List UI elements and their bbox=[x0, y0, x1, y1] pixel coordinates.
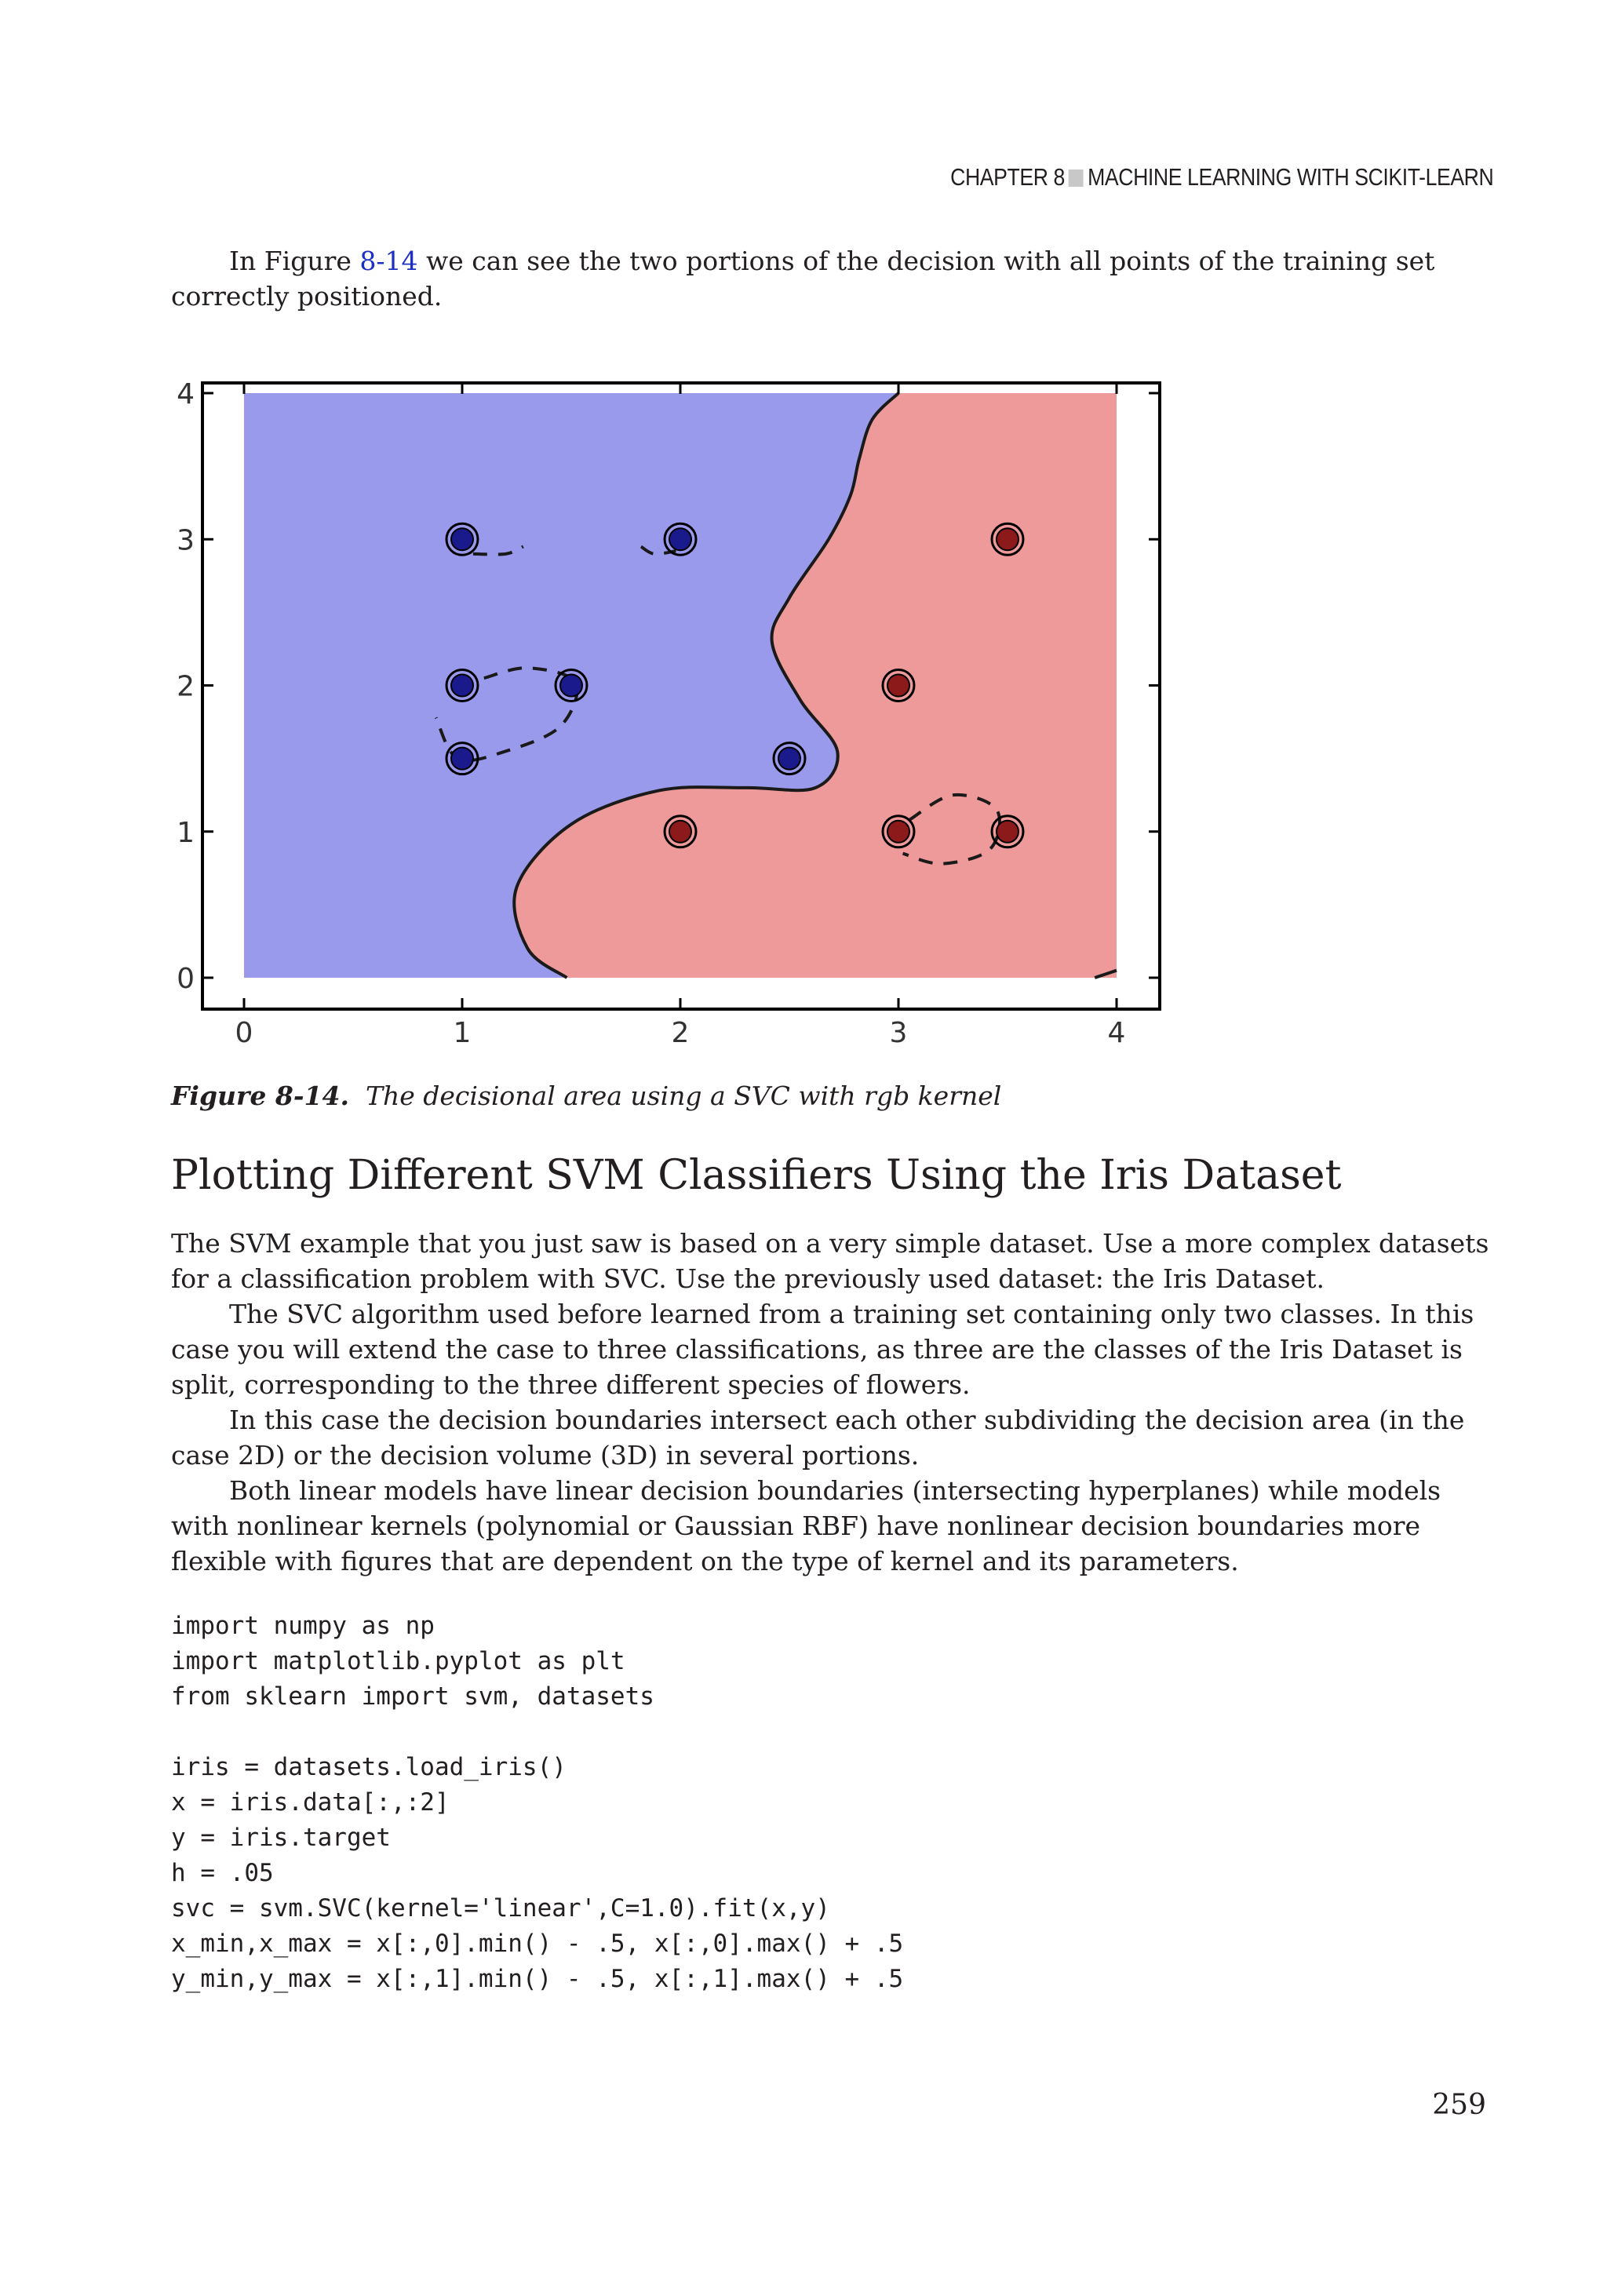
body-paragraph-1: The SVM example that you just saw is based on a very simple dataset. Use a more complex datasets for a classification problem with SVC. Use the previously used dataset: the Iris Dataset. bbox=[171, 1228, 1489, 1294]
separator-square-icon bbox=[1069, 169, 1084, 187]
chapter-title: MACHINE LEARNING WITH SCIKIT-LEARN bbox=[1088, 163, 1494, 191]
x-tick-label: 0 bbox=[235, 1017, 253, 1049]
figure-reference-link[interactable]: 8-14 bbox=[359, 246, 418, 276]
data-point-class1-3 bbox=[665, 816, 696, 847]
body-paragraph-3: In this case the decision boundaries intersect each other subdividing the decision area (in the case 2D) or the decision volume (3D) in several portions. bbox=[171, 1405, 1465, 1471]
y-tick-label: 1 bbox=[177, 816, 195, 849]
data-point-class0-2 bbox=[665, 523, 696, 555]
x-tick-label: 2 bbox=[671, 1017, 690, 1049]
data-point-class0-3 bbox=[446, 670, 478, 702]
point-marker bbox=[778, 748, 800, 770]
point-marker bbox=[451, 748, 473, 770]
x-tick-label: 3 bbox=[889, 1017, 908, 1049]
data-point-class0-6 bbox=[774, 743, 805, 774]
y-tick-label: 0 bbox=[177, 963, 195, 995]
running-head bbox=[950, 163, 1494, 191]
y-tick-label: 3 bbox=[177, 524, 195, 557]
body-paragraph-4: Both linear models have linear decision boundaries (intersecting hyperplanes) while models with nonlinear kernels (polynomial or Gaussian RBF) have nonlinear decision boundaries more flexible with figures that are dependent on the type of kernel and its parameters. bbox=[171, 1475, 1441, 1576]
data-point-class1-5 bbox=[992, 816, 1023, 847]
point-marker bbox=[997, 528, 1018, 550]
data-point-class1-1 bbox=[992, 523, 1023, 555]
y-tick-label: 4 bbox=[177, 378, 195, 410]
point-marker bbox=[451, 675, 473, 697]
point-marker bbox=[669, 528, 691, 550]
body-paragraph-2: The SVC algorithm used before learned from a training set containing only two classes. In this case you will extend the case to three classifications, as three are the classes of the Iris Dataset is split, corresponding to the three different species of flowers. bbox=[171, 1299, 1474, 1400]
point-marker bbox=[451, 528, 473, 550]
data-point-class0-5 bbox=[446, 743, 478, 774]
point-marker bbox=[997, 821, 1018, 843]
decision-area-chart bbox=[171, 358, 1164, 1056]
x-tick-label: 1 bbox=[453, 1017, 472, 1049]
point-marker bbox=[669, 821, 691, 843]
chapter-number: CHAPTER 8 bbox=[950, 163, 1065, 191]
figure-label: Figure 8-14. bbox=[171, 1081, 349, 1111]
data-point-class0-1 bbox=[446, 523, 478, 555]
figure-8-14 bbox=[171, 358, 1164, 1056]
intro-text-start: In Figure bbox=[229, 246, 360, 276]
point-marker bbox=[560, 675, 582, 697]
intro-text-end: we can see the two portions of the decision with all points of the training set correctly positioned. bbox=[171, 246, 1435, 312]
y-tick-label: 2 bbox=[177, 670, 195, 703]
data-point-class1-2 bbox=[883, 670, 914, 702]
data-point-class1-4 bbox=[883, 816, 914, 847]
figure-caption bbox=[171, 1078, 1489, 1113]
point-marker bbox=[887, 821, 909, 843]
code-listing: import numpy as np import matplotlib.pyplot as plt from sklearn import svm, datasets iris = datasets.load_iris() x = iris.data[:,:2] y = iris.target h = .05 svc = svm.SVC(kernel='linear',C=1.0).fit(x,y) x_min,x_max = x[:,0].min() - .5, x[:,0].max() + .5 y_min,y_max = x[:,1].min() - .5, x[:,1].max() + .5 bbox=[171, 1612, 904, 1993]
x-tick-label: 4 bbox=[1107, 1017, 1126, 1049]
section-heading: Plotting Different SVM Classifiers Using the Iris Dataset bbox=[171, 1152, 1342, 1199]
intro-paragraph bbox=[171, 243, 1489, 314]
data-point-class0-4 bbox=[556, 670, 587, 702]
point-marker bbox=[887, 675, 909, 697]
figure-caption-text: The decisional area using a SVC with rgb kernel bbox=[365, 1081, 1002, 1111]
page-number: 259 bbox=[1432, 2089, 1486, 2121]
